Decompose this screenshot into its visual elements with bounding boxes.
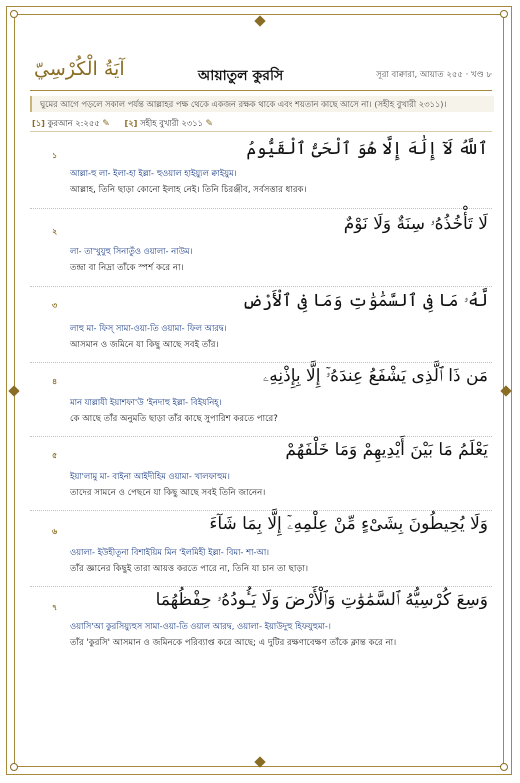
verse-arabic: لَا تَأْخُذُهُۥ سِنَةٌ وَلَا نَوْمٌ [343,214,488,234]
verse-transliteration: ওয়াসি'আ কুরসিয়্যুহুস সামা-ওয়া-তি ওয়াল আরদ্ব, ওয়ালা- ইয়াউদুহু হিফযুহুমা-। [70,621,331,631]
pencil-icon: ✎ [102,119,110,129]
verse-number: ৬ [52,527,58,536]
verse-divider [30,286,492,287]
verse-divider [30,362,492,363]
verse-number: ৫ [52,451,58,460]
verse-number: ১ [52,151,58,160]
verse-meaning: কে আছে তাঁর অনুমতি ছাড়া তাঁর কাছে সুপারিশ করতে পারে? [70,414,278,424]
verse-transliteration: ইয়া'লামু মা- বাইনা আইদীহিম ওয়ামা- খালফাহুম। [70,471,230,481]
verse-number: ২ [52,227,58,236]
verse-transliteration: মান যাল্লাযী ইয়াশফা'উ 'ইনদাহু ইল্লা- বিইযনিহ্। [70,397,222,407]
corner-ornament-tr [500,10,508,18]
verse-divider [30,436,492,437]
verse-arabic: وَسِعَ كُرْسِيُّهُ ٱلسَّمَٰوَٰتِ وَٱلْأَرْضَ وَلَا يَـُٔودُهُۥ حِفْظُهُمَا [155,590,488,610]
verse-arabic: لَّهُۥ مَا فِى ٱلسَّمَٰوَٰتِ وَمَا فِى ٱلْأَرْضِ [242,291,488,311]
verse-arabic: وَلَا يُحِيطُونَ بِشَىْءٍ مِّنْ عِلْمِهِۦٓ إِلَّا بِمَا شَآءَ [209,514,488,534]
page-title: আয়াতুল কুরসি [198,68,284,84]
verse-transliteration: লাহু মা- ফিস্ সামা-ওয়া-তি ওয়ামা- ফিল আরদ্ব। [70,323,227,333]
pencil-icon: ✎ [205,119,214,129]
verse-transliteration: আল্লা-হু লা- ইলা-হা ইল্লা- হুওয়াল হাইয়্যুল ক্বাইয়ুম। [70,168,237,178]
reference-label: সহীহ বুখারী ২৩১১ [140,118,203,128]
corner-ornament-br [500,763,508,771]
corner-ornament-tl [10,10,18,18]
reference-list [32,117,225,131]
verse-meaning: তাঁর জ্ঞানের কিছুই তারা আয়ত্ত করতে পারে না, তিনি যা চান তা ছাড়া। [70,564,309,574]
page-header [30,58,492,86]
reference-item[interactable] [32,118,112,128]
corner-ornament-bl [10,763,18,771]
verse-meaning: তন্দ্রা বা নিদ্রা তাঁকে স্পর্শ করে না। [70,263,184,273]
arabic-title: آيَةُ الْكُرْسِيّ [34,58,125,80]
verse-number: ৭ [52,603,58,612]
verse-transliteration: লা- তা'খুযুহু সিনাতুঁও ওয়ালা- নাউম। [70,246,193,256]
reference-item[interactable] [124,118,213,128]
verse-number: ৩ [52,301,58,310]
header-divider [30,90,492,91]
verse-divider [30,510,492,511]
verse-arabic: يَعْلَمُ مَا بَيْنَ أَيْدِيهِمْ وَمَا خَلْفَهُمْ [285,440,488,460]
verse-number: ৪ [52,377,58,386]
verse-arabic: ٱللَّهُ لَآ إِلَٰهَ إِلَّا هُوَ ٱلْحَىُّ ٱلْقَيُّومُ [246,139,488,159]
surah-reference: সূরা বাক্বারা, আয়াত ২৫৫ · খণ্ড ৮ [376,70,492,80]
verse-meaning: আসমান ও জমিনে যা কিছু আছে সবই তাঁর। [70,340,219,350]
verse-meaning: আল্লাহ, তিনি ছাড়া কোনো ইলাহ নেই। তিনি চিরঞ্জীব, সর্বসত্তার ধারক। [70,185,307,195]
reference-number: [২] [124,118,138,128]
reference-divider [30,131,492,132]
verse-meaning: তাঁর 'কুরসি' আসমান ও জমিনকে পরিব্যাপ্ত করে আছে; এ দুটির রক্ষণাবেক্ষণ তাঁকে ক্লান্ত করে না। [70,638,397,648]
verse-arabic: مَن ذَا ٱلَّذِى يَشْفَعُ عِندَهُۥٓ إِلَّا بِإِذْنِهِۦ [262,366,488,386]
verse-meaning: তাদের সামনে ও পেছনে যা কিছু আছে সবই তিনি জানেন। [70,488,266,498]
reference-number: [১] [32,118,45,128]
verse-divider [30,208,492,209]
verse-divider [30,586,492,587]
verse-transliteration: ওয়ালা- ইউহীতূনা বিশাইয়িম মিন 'ইলমিহী ইল্লা- বিমা- শা-আ। [70,547,270,557]
hadith-note: ঘুমের আগে পড়লে সকাল পর্যন্ত আল্লাহর পক্ষ থেকে একজন রক্ষক থাকে এবং শয়তান কাছে আসে না। (সহীহ বুখারী ২৩১১)। [30,96,494,112]
reference-label: কুরআন ২:২৫৫ [47,118,100,128]
